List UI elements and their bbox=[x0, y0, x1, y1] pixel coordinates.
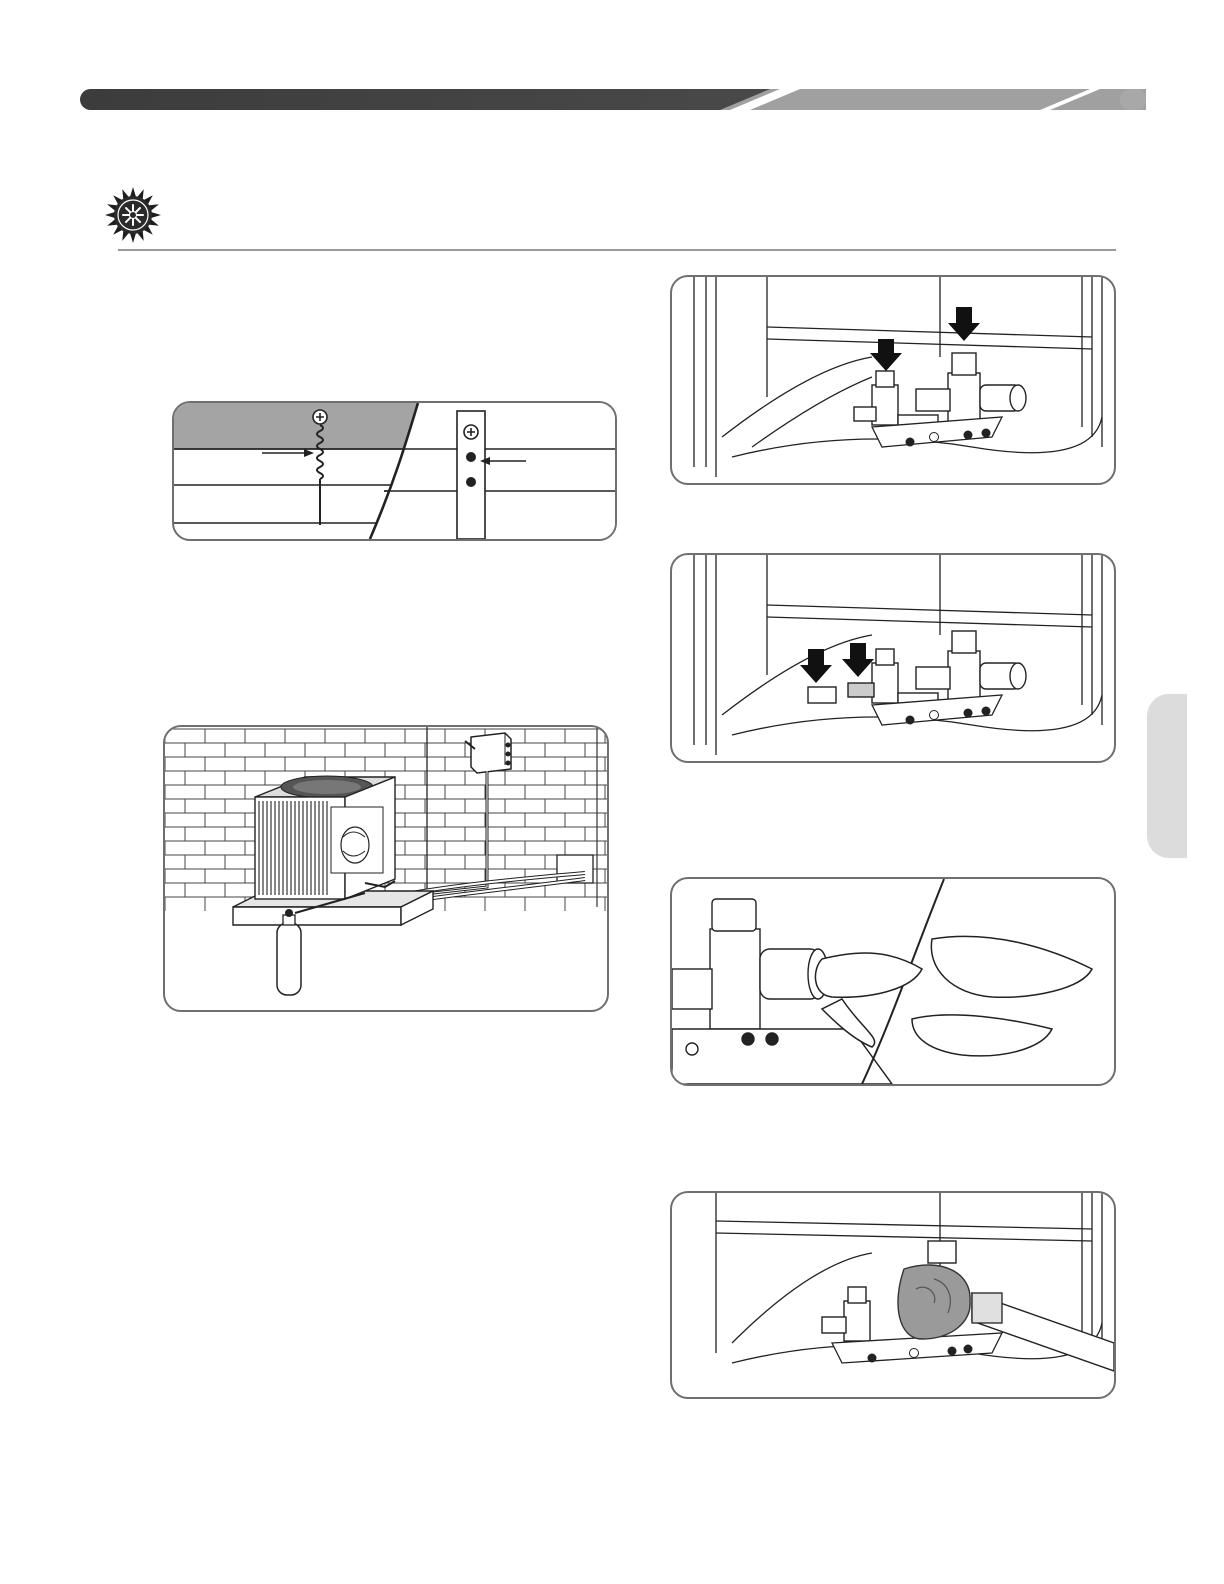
fig-outdoor-unit-installation bbox=[163, 725, 609, 1012]
down-arrow-icon bbox=[948, 307, 980, 341]
hand-icon bbox=[815, 936, 1092, 1056]
service-valve-left bbox=[822, 1287, 870, 1341]
arrow-icon bbox=[262, 449, 314, 457]
header-bar bbox=[80, 88, 1148, 112]
outdoor-unit-icon bbox=[255, 776, 395, 899]
fig-ground-wire-detail bbox=[172, 401, 617, 541]
side-index-tab bbox=[1147, 694, 1187, 858]
pipe-icon bbox=[972, 1293, 1114, 1371]
sunburst-badge-icon bbox=[104, 186, 162, 244]
down-arrow-icon bbox=[800, 649, 832, 683]
down-arrow-icon bbox=[870, 339, 902, 371]
fig-valve-port-arrows bbox=[670, 553, 1116, 763]
fig-wet-rag-on-valve bbox=[670, 1191, 1116, 1399]
fig-valve-caps-arrows bbox=[670, 275, 1116, 485]
terminal-plate-icon bbox=[457, 411, 485, 539]
wet-cloth-icon bbox=[898, 1265, 970, 1339]
fig-hands-wiping-pipe bbox=[670, 877, 1116, 1086]
section-divider bbox=[118, 248, 1118, 254]
down-arrow-icon bbox=[842, 643, 874, 677]
